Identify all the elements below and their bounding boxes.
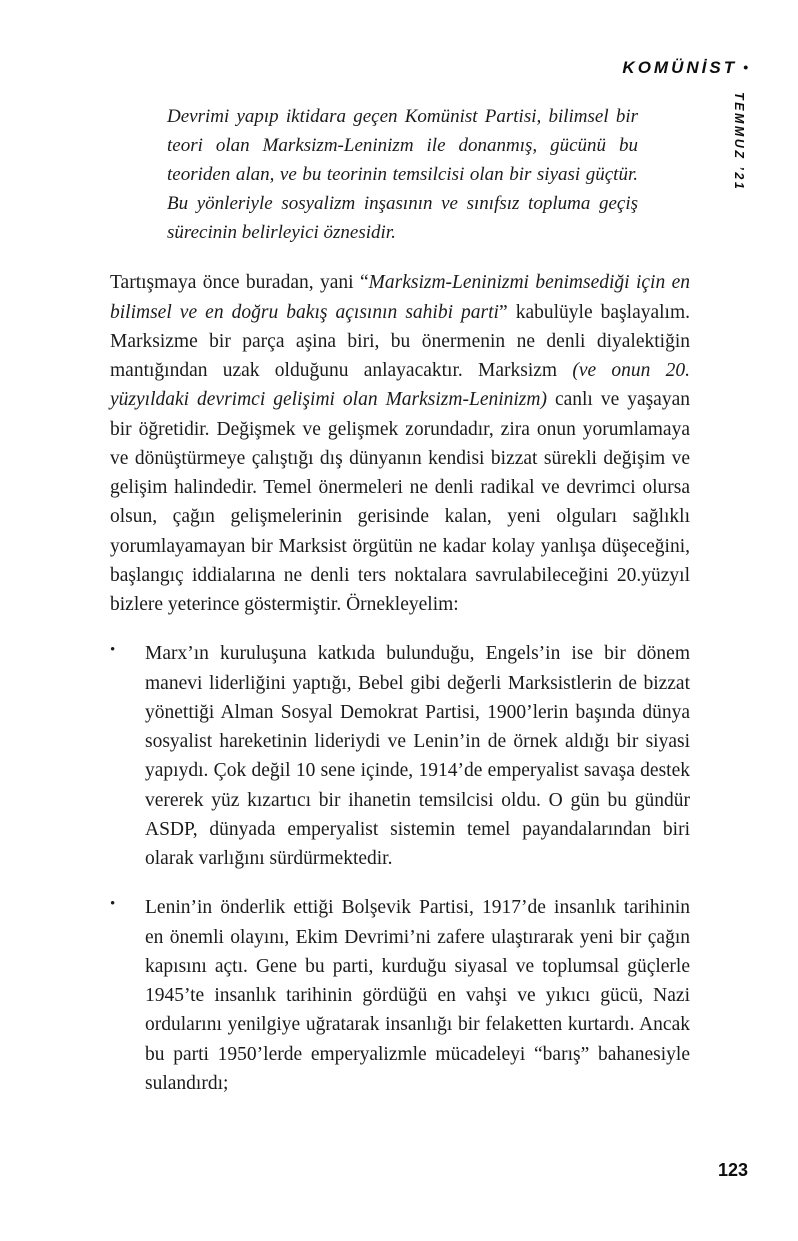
list-item-text: Lenin’in önderlik ettiği Bolşevik Partisi, 1917’de insanlık tarihinin en önemli olayını, Ekim Devrimi’ni zafere ulaştırarak yeni bir çağın kapısını açtı. Gene bu parti, kurduğu siyasal ve toplumsal güçlerle 1945’te insanlık tarihinin gördüğü en vahşi ve yıkıcı gücü, Nazi ordularını yenilgiye uğratarak insanlığı bir felaketten kurtardı. Ancak bu parti 1950’lerde emperyalizmle mücadeleyi “barış” bahanesiyle sulandırdı;: [145, 897, 690, 1094]
issue-label: TEMMUZ ’21: [732, 92, 746, 192]
list-item: [110, 639, 690, 873]
paragraph-segment-italic: (ve onun 20. yüzyıldaki devrimci gelişimi olan Marksizm-Leninizm): [110, 360, 690, 411]
bullet-icon: •: [110, 642, 116, 659]
block-quote: Devrimi yapıp iktidara geçen Komünist Partisi, bilimsel bir teori olan Marksizm-Leninizm ile donanmış, gücünü bu teoriden alan, ve bu teorinin temsilcisi olan bir siyasi güçtür. Bu yönleriyle sosyalizm inşasının ve sınıfsız topluma geçiş sürecinin belirleyici öznesidir.: [167, 106, 638, 243]
bullet-list: [110, 639, 690, 1098]
page-header: [622, 58, 748, 78]
journal-title: KOMÜNİST: [622, 58, 738, 77]
header-bullet-icon: •: [743, 59, 748, 75]
paragraph-segment: Tartışmaya önce buradan, yani “: [110, 272, 369, 294]
list-item: [110, 893, 690, 1098]
page-content: [110, 103, 690, 1098]
list-item-text: Marx’ın kuruluşuna katkıda bulunduğu, Engels’in ise bir dönem manevi liderliğini yaptığı, Bebel gibi değerli Marksistlerin de bizzat yönettiği Alman Sosyal Demokrat Partisi, 1900’lerin başında dünya sosyalist hareketinin lideriydi ve Lenin’in de örnek aldığı bir siyasi yapıydı. Çok değil 10 sene içinde, 1914’de emperyalist savaşa destek vererek yüz kızartıcı bir ihanetin temsilcisi oldu. O gün bu gündür ASDP, dünyada emperyalist sistemin temel payandalarından biri olarak varlığını sürdürmektedir.: [145, 643, 690, 870]
paragraph-segment: canlı ve yaşayan bir öğretidir. Değişmek ve gelişmek zorundadır, zira onun yorumlamaya ve dönüştürmeye çalıştığı dış dünyanın kendisi bizzat sürekli değişim ve gelişim halindedir. Temel önermeleri ne denli radikal ve devrimci olursa olsun, çağın gelişmelerinin gerisinde kalan, yeni olguları sağlıklı yorumlayamayan bir Marksist örgütün ne kadar kolay yanlışa düşeceğini, başlangıç iddialarına ne denli ters noktalara savrulabileceğini 20.yüzyıl bizlere yeterince göstermiştir. Örnekleyelim:: [110, 389, 690, 616]
body-paragraph: [110, 268, 690, 619]
page-number: 123: [717, 1160, 748, 1180]
paragraph-segment: ” kabulüyle başlayalım. Marksizme bir parça aşina biri, bu önermenin ne denli diyalektiğin mantığından uzak olduğunu anlayacaktır. Marksizm: [110, 301, 691, 382]
bullet-icon: •: [110, 896, 116, 913]
paragraph-segment-italic: Marksizm-Leninizmi benimsediği için en bilimsel ve en doğru bakış açısının sahibi parti: [110, 272, 690, 323]
